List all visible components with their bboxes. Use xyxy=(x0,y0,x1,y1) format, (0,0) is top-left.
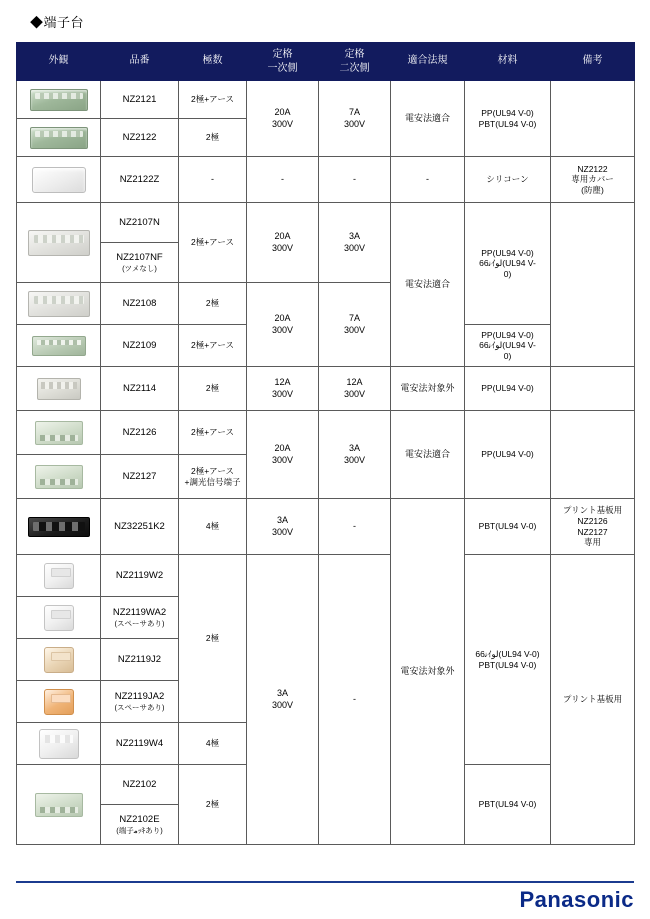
appearance-image-nz2109 xyxy=(17,325,101,367)
pcb-terminal-photo xyxy=(28,517,90,537)
part-number-cell: NZ32251K2 xyxy=(101,499,179,555)
footer-divider xyxy=(16,881,634,883)
terminal-block-photo xyxy=(35,465,83,489)
table-row xyxy=(17,411,635,455)
poles-cell: - xyxy=(179,157,247,203)
rating-primary-cell: 12A 300V xyxy=(247,367,319,411)
page-title: ◆端子台 xyxy=(30,15,85,30)
rating-secondary-cell: 12A 300V xyxy=(319,367,391,411)
pcb-terminal-photo xyxy=(35,793,83,817)
part-number-cell: NZ2122Z xyxy=(101,157,179,203)
appearance-image-nz2119wa2 xyxy=(17,597,101,639)
col-header-material: 材料 xyxy=(465,43,551,81)
terminal-block-photo xyxy=(30,127,88,149)
brand-logo: Panasonic xyxy=(519,887,634,912)
table-row xyxy=(17,203,635,243)
part-number-cell: NZ2102 xyxy=(101,765,179,805)
material-cell: 66ﻧｲﻟﻮ(UL94 V-0) PBT(UL94 V-0) xyxy=(465,555,551,765)
poles-cell: 2極+アース xyxy=(179,203,247,283)
pcb-terminal-photo xyxy=(44,647,74,673)
part-number-cell: NZ2102E (端子ﻣｯｷあり) xyxy=(101,805,179,845)
rating-secondary-cell: 7A 300V xyxy=(319,81,391,157)
rating-secondary-cell: 3A 300V xyxy=(319,411,391,499)
table-row xyxy=(17,157,635,203)
material-cell: PBT(UL94 V-0) xyxy=(465,499,551,555)
appearance-image-nz2127 xyxy=(17,455,101,499)
part-number-cell: NZ2119J2 xyxy=(101,639,179,681)
remarks-cell xyxy=(551,411,635,499)
poles-cell: 2極 xyxy=(179,119,247,157)
part-number-cell: NZ2119JA2 (スペーサあり) xyxy=(101,681,179,723)
rating-secondary-cell: - xyxy=(319,499,391,555)
material-cell: PBT(UL94 V-0) xyxy=(465,765,551,845)
remarks-cell xyxy=(551,203,635,367)
material-cell: PP(UL94 V-0) xyxy=(465,367,551,411)
rating-primary-cell: 3A 300V xyxy=(247,499,319,555)
col-header-appearance: 外観 xyxy=(17,43,101,81)
appearance-image-nz2114 xyxy=(17,367,101,411)
rating-primary-cell: 20A 300V xyxy=(247,283,319,367)
table-row xyxy=(17,555,635,597)
regulation-cell: 電安法適合 xyxy=(391,203,465,367)
col-header-part-number: 品番 xyxy=(101,43,179,81)
remarks-cell: プリント基板用 NZ2126 NZ2127 専用 xyxy=(551,499,635,555)
poles-cell: 4極 xyxy=(179,723,247,765)
part-number-cell: NZ2126 xyxy=(101,411,179,455)
part-number-cell: NZ2119WA2 (スペーサあり) xyxy=(101,597,179,639)
terminal-block-photo xyxy=(37,378,81,400)
rating-primary-cell: 3A 300V xyxy=(247,555,319,845)
rating-secondary-cell: - xyxy=(319,157,391,203)
material-cell: シリコーン xyxy=(465,157,551,203)
appearance-image-nz32251k2 xyxy=(17,499,101,555)
terminal-block-photo xyxy=(28,230,90,256)
appearance-image-nz2126 xyxy=(17,411,101,455)
rating-primary-cell: 20A 300V xyxy=(247,203,319,283)
regulation-cell: 電安法対象外 xyxy=(391,367,465,411)
table-row xyxy=(17,499,635,555)
regulation-cell: - xyxy=(391,157,465,203)
appearance-image-nz2119ja2 xyxy=(17,681,101,723)
poles-cell: 2極+アース xyxy=(179,411,247,455)
material-cell: PP(UL94 V-0) PBT(UL94 V-0) xyxy=(465,81,551,157)
rating-secondary-cell: - xyxy=(319,555,391,845)
table-header-row xyxy=(17,43,635,81)
regulation-cell: 電安法適合 xyxy=(391,411,465,499)
col-header-poles: 極数 xyxy=(179,43,247,81)
appearance-image-nz2121 xyxy=(17,81,101,119)
appearance-image-nz2102 xyxy=(17,765,101,845)
appearance-image-nz2119w4 xyxy=(17,723,101,765)
part-number-cell: NZ2107N xyxy=(101,203,179,243)
part-number-cell: NZ2127 xyxy=(101,455,179,499)
part-number-cell: NZ2121 xyxy=(101,81,179,119)
remarks-cell xyxy=(551,81,635,157)
table-row xyxy=(17,367,635,411)
rating-primary-cell: - xyxy=(247,157,319,203)
col-header-rating-secondary: 定格 二次側 xyxy=(319,43,391,81)
appearance-image-nz2119j2 xyxy=(17,639,101,681)
regulation-cell: 電安法対象外 xyxy=(391,499,465,845)
poles-cell: 2極 xyxy=(179,555,247,723)
part-number-cell: NZ2109 xyxy=(101,325,179,367)
terminal-block-photo xyxy=(30,89,88,111)
part-number-cell: NZ2119W4 xyxy=(101,723,179,765)
pcb-terminal-photo xyxy=(44,563,74,589)
part-number-cell: NZ2119W2 xyxy=(101,555,179,597)
poles-cell: 2極+アース xyxy=(179,81,247,119)
poles-cell: 2極+アース xyxy=(179,325,247,367)
rating-secondary-cell: 3A 300V xyxy=(319,203,391,283)
appearance-image-nz2122z xyxy=(17,157,101,203)
col-header-regulation: 適合法規 xyxy=(391,43,465,81)
dust-cover-photo xyxy=(32,167,86,193)
col-header-rating-primary: 定格 一次側 xyxy=(247,43,319,81)
remarks-cell xyxy=(551,367,635,411)
table-row xyxy=(17,81,635,119)
terminal-block-photo xyxy=(28,291,90,317)
poles-cell: 2極 xyxy=(179,765,247,845)
part-number-cell: NZ2114 xyxy=(101,367,179,411)
part-number-cell: NZ2107NF (ツメなし) xyxy=(101,243,179,283)
appearance-image-nz2107n xyxy=(17,203,101,283)
terminal-block-photo xyxy=(35,421,83,445)
remarks-cell: プリント基板用 xyxy=(551,555,635,845)
material-cell: PP(UL94 V-0) 66ﻧｲﻟﻮ(UL94 V- 0) xyxy=(465,325,551,367)
poles-cell: 2極+アース +調光信号端子 xyxy=(179,455,247,499)
part-number-cell: NZ2122 xyxy=(101,119,179,157)
material-cell: PP(UL94 V-0) 66ﻧｲﻟﻮ(UL94 V- 0) xyxy=(465,203,551,325)
appearance-image-nz2108 xyxy=(17,283,101,325)
regulation-cell: 電安法適合 xyxy=(391,81,465,157)
terminal-block-photo xyxy=(32,336,86,356)
appearance-image-nz2119w2 xyxy=(17,555,101,597)
pcb-terminal-photo xyxy=(44,689,74,715)
pcb-terminal-photo xyxy=(39,729,79,759)
remarks-cell: NZ2122 専用カバー (防塵) xyxy=(551,157,635,203)
rating-primary-cell: 20A 300V xyxy=(247,81,319,157)
pcb-terminal-photo xyxy=(44,605,74,631)
part-number-cell: NZ2108 xyxy=(101,283,179,325)
rating-primary-cell: 20A 300V xyxy=(247,411,319,499)
poles-cell: 2極 xyxy=(179,367,247,411)
terminal-block-spec-table xyxy=(16,42,635,845)
poles-cell: 2極 xyxy=(179,283,247,325)
appearance-image-nz2122 xyxy=(17,119,101,157)
poles-cell: 4極 xyxy=(179,499,247,555)
rating-secondary-cell: 7A 300V xyxy=(319,283,391,367)
material-cell: PP(UL94 V-0) xyxy=(465,411,551,499)
col-header-remarks: 備考 xyxy=(551,43,635,81)
